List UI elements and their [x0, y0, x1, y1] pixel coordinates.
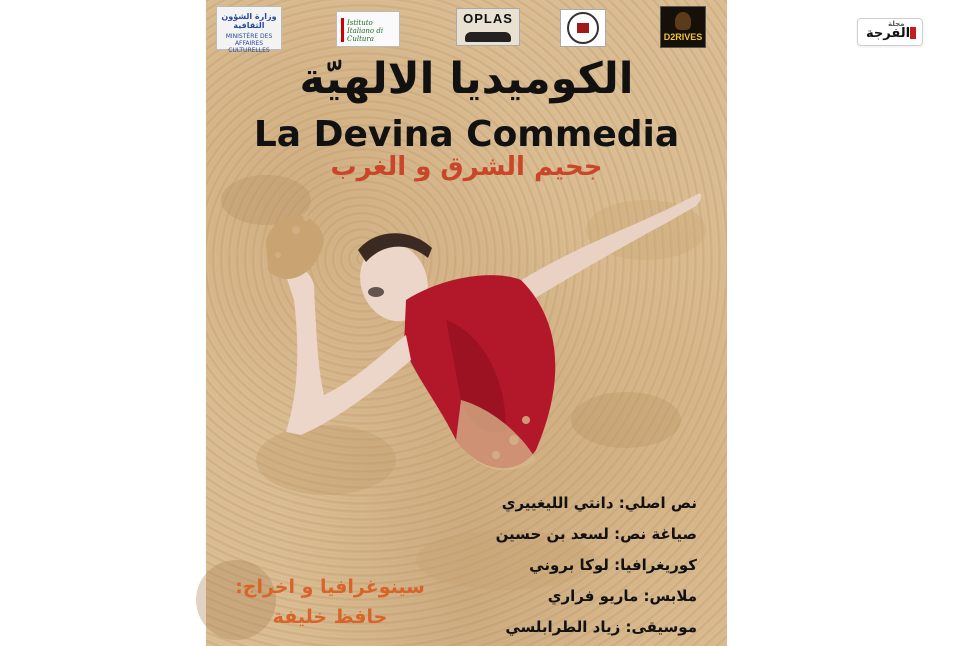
- magazine-name: الفرجة: [866, 26, 911, 41]
- sand-handful: [266, 216, 324, 279]
- director-credit: [220, 576, 440, 628]
- ministry-name-ar: وزارة الشؤون الثقافية: [221, 12, 277, 30]
- credit-choreography: كوريغرافيا: لوكا بروني: [529, 556, 697, 574]
- d2rives-name: D2RIVES: [663, 32, 703, 42]
- oplas-name: OPLAS: [463, 11, 513, 26]
- poster-title-latin: La Devina Commedia: [253, 114, 680, 155]
- magazine-logo-badge[interactable]: [857, 18, 923, 46]
- director-name: حافظ خليفة: [272, 606, 388, 628]
- credit-original-text: نص اصلي: دانتي الليغييري: [501, 494, 697, 512]
- poster-subtitle: جحيم الشرق و الغرب: [330, 152, 603, 182]
- credit-adaptation: صياغة نص: لسعد بن حسين: [495, 525, 697, 543]
- theatre-poster: [206, 0, 727, 646]
- credits-list: [397, 488, 697, 643]
- eye-makeup: [368, 287, 384, 297]
- ministry-name-fr: MINISTÈRE DES AFFAIRES CULTURELLES: [225, 33, 273, 54]
- poster-title-arabic: الكوميديا الالهيّة: [299, 54, 634, 104]
- director-label: سينوغرافيا و اخراج:: [235, 576, 425, 598]
- istituto-name: Istituto Italiano di Cultura: [347, 19, 384, 43]
- magazine-label: مجلة: [888, 20, 905, 28]
- credit-costumes: ملابس: ماريو فراري: [547, 587, 697, 605]
- magazine-mark-icon: [910, 27, 916, 39]
- credit-music: موسيقى: زياد الطرابلسي: [505, 618, 697, 636]
